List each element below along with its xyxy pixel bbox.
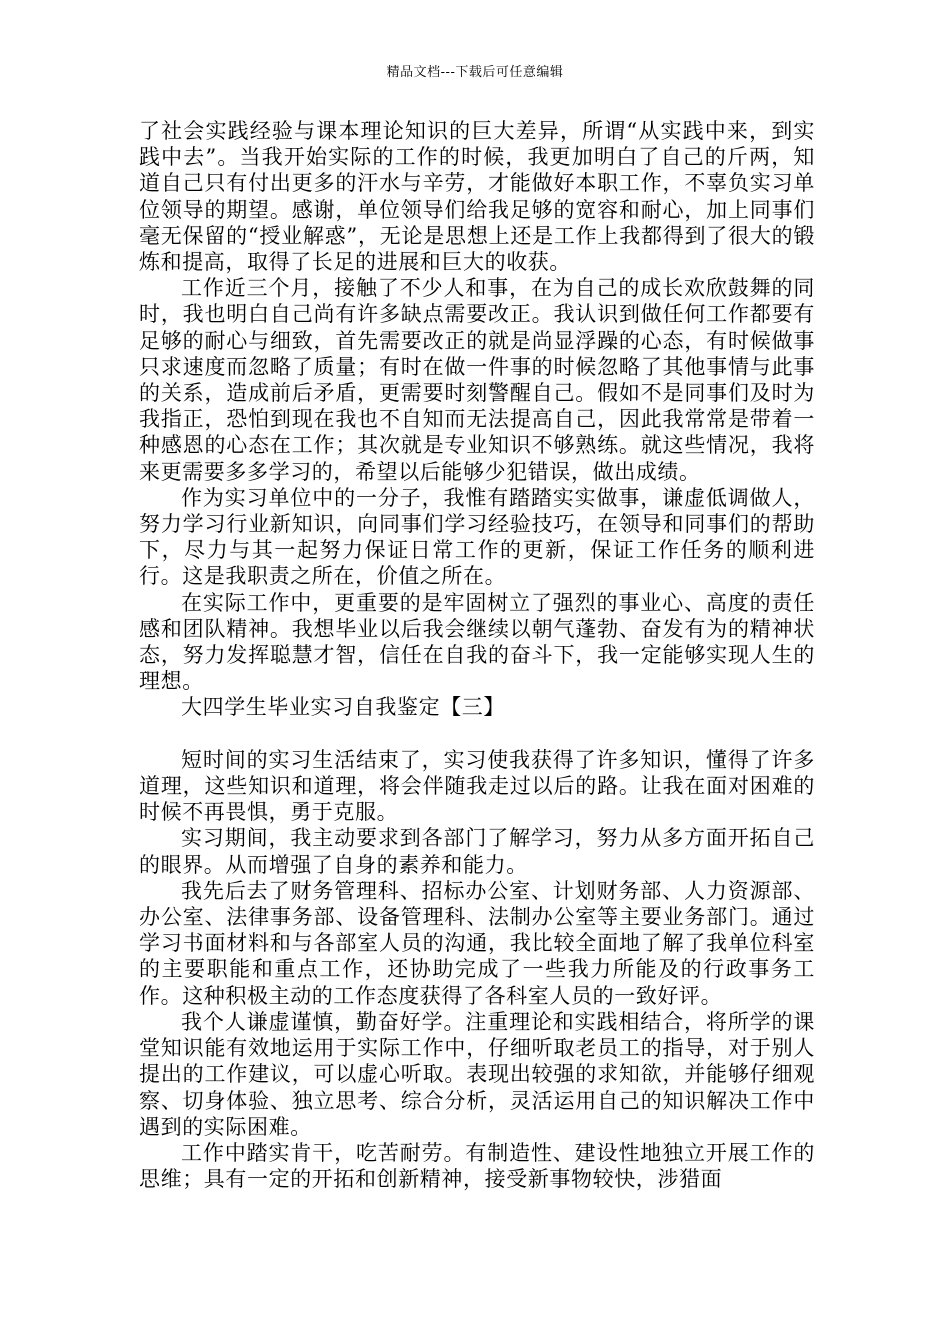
paragraph-9: 工作中踏实肯干，吃苦耐劳。有制造性、建设性地独立开展工作的思维；具有一定的开拓和创新精神，接受新事物较快，涉猎面 (139, 1140, 815, 1192)
paragraph-6: 实习期间，我主动要求到各部门了解学习，努力从多方面开拓自己的眼界。从而增强了自身的素养和能力。 (139, 826, 815, 877)
paragraph-2: 工作近三个月，接触了不少人和事，在为自己的成长欢欣鼓舞的同时，我也明白自己尚有许多缺点需要改正。我认识到做任何工作都要有足够的耐心与细致，首先需要改正的就是尚显浮躁的心态，有时候做事只求速度而忽略了质量；有时在做一件事的时候忽略了其他事情与此事的关系，造成前后矛盾，更需要时刻警醒自己。假如不是同事们及时为我指正，恐怕到现在我也不自知而无法提高自己，因此我常常是带着一种感恩的心态在工作；其次就是专业知识不够熟练。就这些情况，我将来更需要多多学习的，希望以后能够少犯错误，做出成绩。 (139, 276, 815, 484)
blank-line (139, 721, 815, 747)
paragraph-1: 了社会实践经验与课本理论知识的巨大差异，所谓“从实践中来，到实践中去”。当我开始实际的工作的时候，我更加明白了自己的斤两，知道自己只有付出更多的汗水与辛劳，才能做好本职工作，不辜负实习单位领导的期望。感谢，单位领导们给我足够的宽容和耐心，加上同事们毫无保留的“授业解惑”，无论是思想上还是工作上我都得到了很大的锻炼和提高，取得了长足的进展和巨大的收获。 (139, 119, 815, 275)
paragraph-3: 作为实习单位中的一分子，我惟有踏踏实实做事，谦虚低调做人，努力学习行业新知识，向同事们学习经验技巧，在领导和同事们的帮助下，尽力与其一起努力保证日常工作的更新，保证工作任务的顺利进行。这是我职责之所在，价值之所在。 (139, 485, 815, 589)
document-body (139, 118, 815, 1192)
paragraph-7: 我先后去了财务管理科、招标办公室、计划财务部、人力资源部、办公室、法律事务部、设备管理科、法制办公室等主要业务部门。通过学习书面材料和与各部室人员的沟通，我比较全面地了解了我单位科室的主要职能和重点工作，还协助完成了一些我力所能及的行政事务工作。这种积极主动的工作态度获得了各科室人员的一致好评。 (139, 878, 815, 1008)
paragraph-8: 我个人谦虚谨慎，勤奋好学。注重理论和实践相结合，将所学的课堂知识能有效地运用于实际工作中，仔细听取老员工的指导，对于别人提出的工作建议，可以虚心听取。表现出较强的求知欲，并能够仔细观察、切身体验、独立思考、综合分析，灵活运用自己的知识解决工作中遇到的实际困难。 (139, 1009, 815, 1139)
page-header: 精品文档---下载后可任意编辑 (386, 65, 564, 80)
paragraph-5: 短时间的实习生活结束了，实习使我获得了许多知识，懂得了许多道理，这些知识和道理，将会伴随我走过以后的路。让我在面对困难的时候不再畏惧，勇于克服。 (139, 747, 815, 825)
section-heading: 大四学生毕业实习自我鉴定【三】 (181, 695, 505, 720)
paragraph-4: 在实际工作中，更重要的是牢固树立了强烈的事业心、高度的责任感和团队精神。我想毕业以后我会继续以朝气蓬勃、奋发有为的精神状态，努力发挥聪慧才智，信任在自我的奋斗下，我一定能够实现人生的理想。 (139, 590, 815, 694)
